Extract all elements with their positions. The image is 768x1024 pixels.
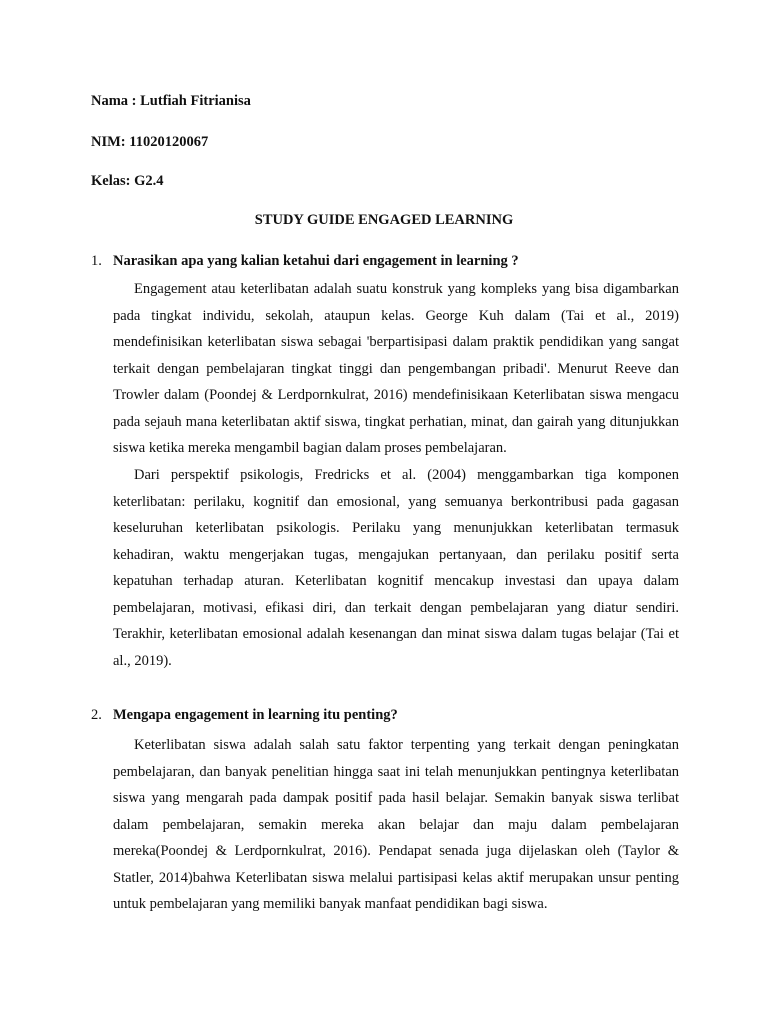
document-title: STUDY GUIDE ENGAGED LEARNING [254, 212, 514, 228]
question-1-number: 1. [91, 253, 102, 269]
question-2-number: 2. [91, 707, 102, 723]
student-name: Nama : Lutfiah Fitrianisa [91, 93, 251, 109]
question-1-paragraph-1: Engagement atau keterlibatan adalah suatu konstruk yang kompleks yang bisa digambarkan pada tingkat individu, sekolah, ataupun kelas. George Kuh dalam (Tai et al., 2019) mendefinisikan keterlibatan siswa sebagai 'berpartisipasi dalam praktik pendidikan yang sangat terkait dengan pembelajaran tingkat tinggi dan pengembangan pribadi'. Menurut Reeve dan Trowler dalam (Poondej & Lerdpornkulrat, 2016) mendefinisikaan Keterlibatan siswa mengacu pada sejauh mana keterlibatan aktif siswa, tingkat perhatian, minat, dan gairah yang ditunjukkan siswa ketika mereka mengambil bagian dalam proses pembelajaran. [113, 281, 679, 456]
question-1-text: Narasikan apa yang kalian ketahui dari engagement in learning ? [113, 253, 519, 269]
question-2-text: Mengapa engagement in learning itu penting? [113, 707, 398, 723]
question-2-paragraph-1: Keterlibatan siswa adalah salah satu faktor terpenting yang terkait dengan peningkatan pembelajaran, dan banyak penelitian hingga saat ini telah menunjukkan pentingnya keterlibatan siswa yang mengarah pada dampak positif pada hasil belajar. Semakin banyak siswa terlibat dalam pembelajaran, semakin mereka akan belajar dan maju dalam pembelajaran mereka(Poondej & Lerdpornkulrat, 2016). Pendapat senada juga dijelaskan oleh (Taylor & Statler, 2014)bahwa Keterlibatan siswa melalui partisipasi kelas aktif merupakan unsur penting untuk pembelajaran yang memiliki banyak manfaat pendidikan bagi siswa. [113, 737, 679, 912]
student-class: Kelas: G2.4 [91, 173, 164, 189]
question-1-paragraph-2: Dari perspektif psikologis, Fredricks et al. (2004) menggambarkan tiga komponen keterlibatan: perilaku, kognitif dan emosional, yang semuanya berkontribusi pada gagasan keseluruhan keterlibatan psikologis. Perilaku yang menunjukkan keterlibatan termasuk kehadiran, waktu mengerjakan tugas, mengajukan pertanyaan, dan perilaku positif serta kepatuhan terhadap aturan. Keterlibatan kognitif mencakup investasi dan upaya dalam pembelajaran, motivasi, efikasi diri, dan terkait dengan pembelajaran yang diatur sendiri. Terakhir, keterlibatan emosional adalah kesenangan dan minat siswa dalam tugas belajar (Tai et al., 2019). [113, 467, 679, 669]
student-nim: NIM: 11020120067 [91, 134, 209, 150]
